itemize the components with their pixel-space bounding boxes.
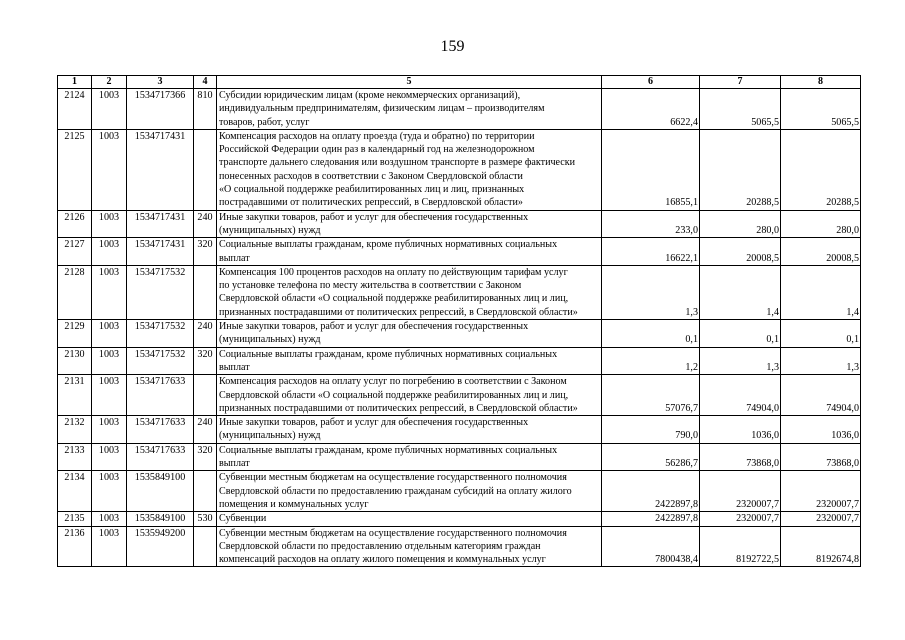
value-col-8: 5065,5 [781, 89, 861, 130]
table-row [58, 129, 861, 210]
row-number: 2132 [58, 416, 92, 444]
value-col-6: 2422897,8 [602, 512, 700, 526]
row-description [217, 265, 602, 319]
value-col-6: 16622,1 [602, 238, 700, 266]
expense-type [194, 129, 217, 210]
section-code: 1003 [92, 512, 127, 526]
description-line: Субсидии юридическим лицам (кроме некоммерческих организаций), [219, 90, 521, 101]
col-header-7: 7 [700, 76, 781, 89]
target-code: 1535949200 [127, 526, 194, 567]
description-line: Свердловской области по предоставлению гражданам субсидий на оплату жилого [219, 485, 572, 497]
description-line: признанных пострадавшими от политических репрессий, в Свердловской области» [219, 306, 578, 318]
value-col-8: 1036,0 [781, 416, 861, 444]
description-line: Социальные выплаты гражданам, кроме публичных нормативных социальных [219, 348, 558, 360]
target-code: 1534717431 [127, 238, 194, 266]
description-line: помещения и коммунальных услуг [219, 498, 369, 510]
description-line: компенсаций расходов на оплату жилого помещения и коммунальных услуг [219, 554, 546, 566]
row-description [217, 416, 602, 444]
value-col-7: 280,0 [700, 210, 781, 238]
value-col-8: 1,3 [781, 347, 861, 375]
row-description [217, 512, 602, 526]
description-line: индивидуальным предпринимателям, физическим лицам – производителям [219, 103, 545, 115]
value-col-6: 233,0 [602, 210, 700, 238]
value-col-8: 20288,5 [781, 129, 861, 210]
target-code: 1534717633 [127, 443, 194, 471]
expense-type: 240 [194, 416, 217, 444]
table-row [58, 471, 861, 512]
target-code: 1534717366 [127, 89, 194, 130]
target-code: 1534717532 [127, 265, 194, 319]
target-code: 1534717431 [127, 129, 194, 210]
value-col-8: 280,0 [781, 210, 861, 238]
value-col-7: 5065,5 [700, 89, 781, 130]
value-col-7: 20288,5 [700, 129, 781, 210]
section-code: 1003 [92, 265, 127, 319]
target-code: 1534717431 [127, 210, 194, 238]
row-number: 2134 [58, 471, 92, 512]
description-line: Субвенции местным бюджетам на осуществление государственного полномочия [219, 527, 567, 539]
col-header-5: 5 [217, 76, 602, 89]
description-line: Свердловской области по предоставлению отдельным категориям граждан [219, 540, 541, 552]
description-line: товаров, работ, услуг [219, 116, 310, 128]
row-description [217, 347, 602, 375]
value-col-6: 6622,4 [602, 89, 700, 130]
description-line: Свердловской области «О социальной поддержке реабилитированных лиц и лиц, [219, 293, 569, 305]
section-code: 1003 [92, 526, 127, 567]
row-number: 2128 [58, 265, 92, 319]
description-line: Иные закупки товаров, работ и услуг для обеспечения государственных [219, 417, 529, 429]
row-number: 2129 [58, 320, 92, 348]
table-row [58, 443, 861, 471]
value-col-7: 8192722,5 [700, 526, 781, 567]
row-number: 2124 [58, 89, 92, 130]
section-code: 1003 [92, 238, 127, 266]
description-line: Иные закупки товаров, работ и услуг для обеспечения государственных [219, 321, 529, 333]
value-col-8: 2320007,7 [781, 512, 861, 526]
value-col-6: 1,3 [602, 265, 700, 319]
row-description [217, 320, 602, 348]
value-col-8: 0,1 [781, 320, 861, 348]
expense-type: 320 [194, 347, 217, 375]
value-col-7: 73868,0 [700, 443, 781, 471]
table-row [58, 512, 861, 526]
expense-type [194, 471, 217, 512]
description-line: (муниципальных) нужд [219, 430, 321, 442]
row-number: 2133 [58, 443, 92, 471]
expense-type: 810 [194, 89, 217, 130]
section-code: 1003 [92, 375, 127, 416]
value-col-6: 2422897,8 [602, 471, 700, 512]
target-code: 1534717532 [127, 347, 194, 375]
section-code: 1003 [92, 443, 127, 471]
description-line: Компенсация расходов на оплату услуг по погребению в соответствии с Законом [219, 376, 567, 388]
row-description [217, 129, 602, 210]
section-code: 1003 [92, 320, 127, 348]
row-number: 2130 [58, 347, 92, 375]
header-row [58, 76, 861, 89]
value-col-8: 74904,0 [781, 375, 861, 416]
col-header-8: 8 [781, 76, 861, 89]
col-header-4: 4 [194, 76, 217, 89]
value-col-8: 8192674,8 [781, 526, 861, 567]
table-row [58, 375, 861, 416]
description-line: Социальные выплаты гражданам, кроме публичных нормативных социальных [219, 239, 558, 251]
description-line: транспорте дальнего следования или воздушном транспорте в размере фактически [219, 157, 576, 169]
section-code: 1003 [92, 89, 127, 130]
value-col-6: 56286,7 [602, 443, 700, 471]
description-line: пострадавшими от политических репрессий, в Свердловской области» [219, 197, 523, 209]
description-line: «О социальной поддержке реабилитированных лиц и лиц, признанных [219, 184, 525, 196]
value-col-6: 57076,7 [602, 375, 700, 416]
description-line: Свердловской области «О социальной поддержке реабилитированных лиц и лиц, [219, 389, 569, 401]
row-number: 2126 [58, 210, 92, 238]
col-header-6: 6 [602, 76, 700, 89]
value-col-8: 20008,5 [781, 238, 861, 266]
expense-type: 320 [194, 238, 217, 266]
section-code: 1003 [92, 471, 127, 512]
section-code: 1003 [92, 347, 127, 375]
expense-type: 530 [194, 512, 217, 526]
description-line: (муниципальных) нужд [219, 334, 321, 346]
value-col-7: 1036,0 [700, 416, 781, 444]
value-col-8: 2320007,7 [781, 471, 861, 512]
value-col-7: 2320007,7 [700, 512, 781, 526]
row-description [217, 375, 602, 416]
row-description [217, 210, 602, 238]
target-code: 1534717532 [127, 320, 194, 348]
table-row [58, 89, 861, 130]
description-line: по установке телефона по месту жительства в соответствии с Законом [219, 280, 522, 292]
table-row [58, 265, 861, 319]
value-col-7: 2320007,7 [700, 471, 781, 512]
description-line: (муниципальных) нужд [219, 224, 321, 236]
table-body [58, 89, 861, 567]
target-code: 1535849100 [127, 471, 194, 512]
value-col-6: 7800438,4 [602, 526, 700, 567]
target-code: 1535849100 [127, 512, 194, 526]
expense-type [194, 375, 217, 416]
section-code: 1003 [92, 210, 127, 238]
value-col-8: 73868,0 [781, 443, 861, 471]
description-line: Российской Федерации один раз в календарный год на железнодорожном [219, 144, 535, 156]
section-code: 1003 [92, 129, 127, 210]
row-number: 2125 [58, 129, 92, 210]
row-description [217, 89, 602, 130]
value-col-7: 0,1 [700, 320, 781, 348]
description-line: понесенных расходов в соответствии с Законом Свердловской области [219, 170, 523, 182]
value-col-6: 0,1 [602, 320, 700, 348]
description-line: признанных пострадавшими от политических репрессий, в Свердловской области» [219, 402, 578, 414]
description-line: Компенсация расходов на оплату проезда (туда и обратно) по территории [219, 130, 535, 142]
budget-table [57, 75, 861, 567]
description-line: Субвенции [219, 513, 267, 525]
table-row [58, 526, 861, 567]
row-number: 2127 [58, 238, 92, 266]
row-number: 2131 [58, 375, 92, 416]
description-line: выплат [219, 252, 250, 264]
row-description [217, 471, 602, 512]
page-number: 159 [440, 38, 465, 55]
description-line: выплат [219, 458, 250, 470]
table-row [58, 238, 861, 266]
value-col-6: 790,0 [602, 416, 700, 444]
table-row [58, 320, 861, 348]
col-header-1: 1 [58, 76, 92, 89]
row-description [217, 238, 602, 266]
row-description [217, 443, 602, 471]
col-header-2: 2 [92, 76, 127, 89]
col-header-3: 3 [127, 76, 194, 89]
expense-type [194, 526, 217, 567]
description-line: Иные закупки товаров, работ и услуг для обеспечения государственных [219, 211, 529, 223]
expense-type: 240 [194, 320, 217, 348]
row-number: 2136 [58, 526, 92, 567]
value-col-6: 16855,1 [602, 129, 700, 210]
section-code: 1003 [92, 416, 127, 444]
value-col-7: 1,4 [700, 265, 781, 319]
expense-type [194, 265, 217, 319]
expense-type: 240 [194, 210, 217, 238]
value-col-8: 1,4 [781, 265, 861, 319]
table-row [58, 347, 861, 375]
target-code: 1534717633 [127, 375, 194, 416]
value-col-6: 1,2 [602, 347, 700, 375]
row-description [217, 526, 602, 567]
description-line: Компенсация 100 процентов расходов на оплату по действующим тарифам услуг [219, 266, 568, 278]
value-col-7: 74904,0 [700, 375, 781, 416]
expense-type: 320 [194, 443, 217, 471]
table-row [58, 210, 861, 238]
description-line: Субвенции местным бюджетам на осуществление государственного полномочия [219, 472, 567, 484]
target-code: 1534717633 [127, 416, 194, 444]
value-col-7: 20008,5 [700, 238, 781, 266]
description-line: Социальные выплаты гражданам, кроме публичных нормативных социальных [219, 444, 558, 456]
table-row [58, 416, 861, 444]
description-line: выплат [219, 361, 250, 373]
value-col-7: 1,3 [700, 347, 781, 375]
row-number: 2135 [58, 512, 92, 526]
